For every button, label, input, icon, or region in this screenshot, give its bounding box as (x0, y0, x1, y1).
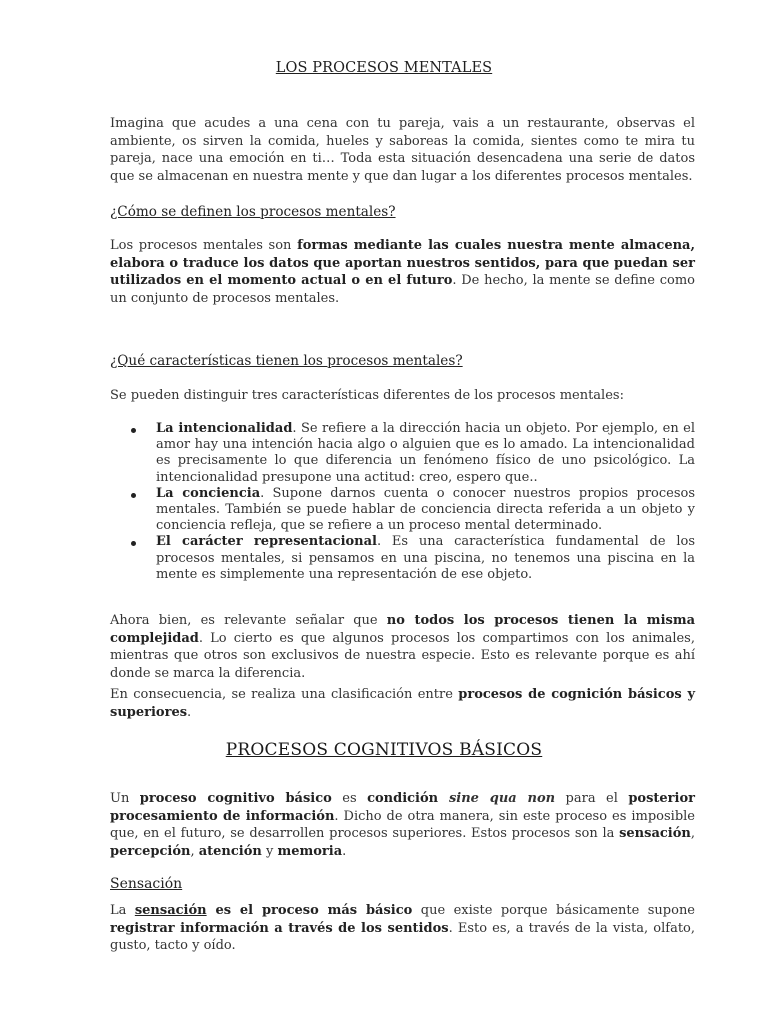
classification-text-1: En consecuencia, se realiza una clasificación entre (110, 687, 459, 702)
basic-text-8: . (342, 843, 347, 859)
definition-bold: formas mediante las cuales nuestra mente almacena, elabora o traduce los datos que aportan nuestros sentidos, para que puedan ser utilizados en el momento actual o en el futuro (110, 238, 695, 289)
definition-text-2: . De hecho, la mente se define como un conjunto de procesos mentales. (110, 273, 695, 306)
sensacion-bold-3: registrar información a través de los sentidos (110, 920, 449, 936)
classification-text-2: . (187, 704, 192, 720)
classification-paragraph (110, 686, 695, 721)
complexity-bold: no todos los procesos tienen la misma complejidad (110, 613, 696, 646)
complexity-text-2: . Lo cierto es que algunos procesos los compartimos con los animales, mientras que otros son exclusivos de nuestra especie. Esto es relevante porque es ahí donde se marca la diferencia. (110, 630, 695, 681)
basic-text-1: Un (110, 791, 140, 806)
sensacion-text-2: que existe porque básicamente supone (412, 903, 696, 918)
bullet-icon (131, 493, 136, 498)
sensacion-text-3: . Esto es, a través de la vista, olfato, gusto, tacto y oído. (110, 920, 696, 954)
list-item-term: El carácter representacional (156, 534, 377, 550)
list-item (110, 486, 695, 535)
list-item-text: . Supone darnos cuenta o conocer nuestros propios procesos mentales. También se puede hablar de conciencia directa referida a un objeto y conciencia refleja, que se refiere a un proceso mental determinado. (156, 485, 695, 534)
sensacion-text-1: La (110, 903, 135, 918)
sensacion-paragraph (110, 902, 695, 955)
basic-italic-latin: sine qua non (448, 791, 556, 806)
basic-text-3: para el (555, 791, 629, 806)
basic-text-6: , (190, 843, 199, 859)
list-item-term: La intencionalidad (156, 421, 293, 436)
basic-bold-percepcion: percepción (110, 843, 191, 859)
basic-bold-2: condición (367, 791, 449, 806)
definition-paragraph (110, 237, 695, 307)
list-item (110, 534, 695, 583)
list-item-text: . Se refiere a la dirección hacia un objeto. Por ejemplo, en el amor hay una intención hacia algo o alguien que es lo amado. La intencionalidad es precisamente lo que diferencia un fenómeno físico de uno psicológico. La intencionalidad presupone una actitud: creo, espero que.. (156, 421, 695, 485)
question-2-heading: ¿Qué características tienen los procesos mentales? (110, 353, 463, 369)
sensacion-bold-2: es el proceso más básico (206, 903, 413, 918)
characteristics-list (110, 421, 695, 583)
basic-text-4: . Dicho de otra manera, sin este proceso es imposible que, en el futuro, se desarrollen procesos superiores. Estos procesos son la (110, 808, 695, 842)
basic-bold-memoria: memoria (277, 843, 343, 859)
bullet-icon (131, 541, 136, 546)
sensacion-heading: Sensación (110, 876, 183, 892)
bullet-icon (131, 428, 136, 433)
basic-bold-3: posterior procesamiento de información (110, 791, 695, 824)
basic-bold-1: proceso cognitivo básico (139, 791, 332, 806)
document-title: LOS PROCESOS MENTALES (275, 60, 493, 76)
basic-bold-atencion: atención (198, 843, 262, 859)
basic-text-5: , (690, 826, 695, 842)
basic-bold-sensacion: sensación (619, 826, 691, 842)
definition-text-1: Los procesos mentales son (110, 238, 298, 253)
complexity-paragraph (110, 612, 695, 682)
basic-process-paragraph (110, 790, 695, 860)
intro-paragraph: Imagina que acudes a una cena con tu pareja, vais a un restaurante, observas el ambiente, os sirven la comida, hueles y saboreas la comida, sientes como te mira tu pareja, nace una emoción en ti… Toda esta situación desencadena una serie de datos que se almacenan en nuestra mente y que dan lugar a los diferentes procesos mentales. (110, 116, 695, 184)
characteristics-lead: Se pueden distinguir tres características diferentes de los procesos mentales: (110, 388, 624, 403)
complexity-text-1: Ahora bien, es relevante señalar que (110, 613, 387, 628)
list-item-text: . Es una característica fundamental de los procesos mentales, si pensamos en una piscina, no tenemos una piscina en la mente es simplemente una representación de ese objeto. (156, 534, 695, 582)
basic-text-7: y (261, 843, 278, 859)
basic-text-2: es (331, 791, 368, 806)
classification-bold: procesos de cognición básicos y superiores (110, 687, 695, 720)
list-item-term: La conciencia (156, 485, 261, 501)
list-item (110, 421, 695, 486)
sensacion-bold-underlined: sensación (134, 903, 207, 918)
section-title-basic-processes: PROCESOS COGNITIVOS BÁSICOS (225, 740, 543, 760)
question-1-heading: ¿Cómo se definen los procesos mentales? (110, 204, 396, 220)
